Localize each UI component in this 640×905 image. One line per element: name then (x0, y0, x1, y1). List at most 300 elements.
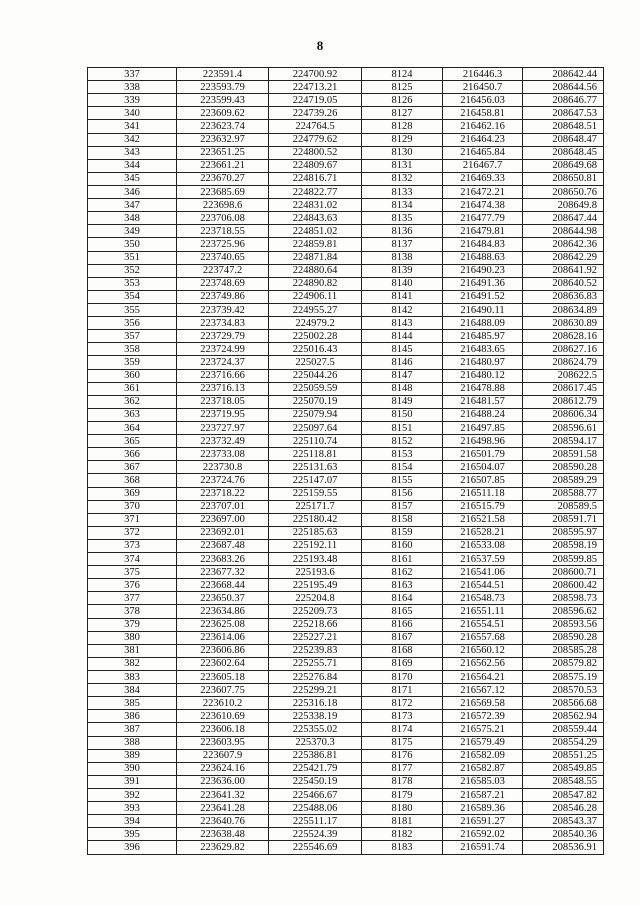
table-cell: 223623.74 (177, 120, 269, 133)
table-cell: 216562.56 (443, 657, 523, 670)
table-cell: 376 (88, 579, 177, 592)
table-cell: 208642.29 (523, 251, 604, 264)
table-cell: 8144 (362, 330, 443, 343)
table-row (88, 277, 604, 290)
table-cell: 208648.47 (523, 133, 604, 146)
table-row (88, 382, 604, 395)
table-row (88, 133, 604, 146)
table-cell: 342 (88, 133, 177, 146)
table-cell: 208554.29 (523, 736, 604, 749)
table-cell: 225195.49 (269, 579, 362, 592)
table-cell: 225118.81 (269, 448, 362, 461)
table-cell: 216587.21 (443, 789, 523, 802)
table-cell: 216446.3 (443, 68, 523, 81)
table-cell: 223697.00 (177, 513, 269, 526)
table-cell: 8182 (362, 828, 443, 841)
table-cell: 379 (88, 618, 177, 631)
table-row (88, 789, 604, 802)
table-cell: 8156 (362, 487, 443, 500)
table-cell: 216511.18 (443, 487, 523, 500)
table-cell: 216472.21 (443, 185, 523, 198)
table-cell: 225044.26 (269, 369, 362, 382)
table-cell: 361 (88, 382, 177, 395)
table-cell: 225218.66 (269, 618, 362, 631)
table-cell: 223716.13 (177, 382, 269, 395)
table-cell: 223747.2 (177, 264, 269, 277)
table-cell: 216498.96 (443, 435, 523, 448)
table-cell: 208589.29 (523, 474, 604, 487)
table-cell: 216462.16 (443, 120, 523, 133)
table-cell: 216481.57 (443, 395, 523, 408)
table-cell: 347 (88, 199, 177, 212)
table-cell: 389 (88, 749, 177, 762)
table-cell: 225386.81 (269, 749, 362, 762)
table-cell: 208591.71 (523, 513, 604, 526)
table-cell: 224890.82 (269, 277, 362, 290)
table-cell: 216497.85 (443, 421, 523, 434)
table-cell: 216585.03 (443, 775, 523, 788)
table-cell: 208642.44 (523, 68, 604, 81)
table-cell: 208606.34 (523, 408, 604, 421)
table-cell: 216575.21 (443, 723, 523, 736)
table-cell: 216551.11 (443, 605, 523, 618)
table-cell: 339 (88, 94, 177, 107)
table-row (88, 94, 604, 107)
table-cell: 208642.36 (523, 238, 604, 251)
table-cell: 225192.11 (269, 539, 362, 552)
table-cell: 388 (88, 736, 177, 749)
table-cell: 224809.67 (269, 159, 362, 172)
table-cell: 223730.8 (177, 461, 269, 474)
table-cell: 224816.71 (269, 172, 362, 185)
table-cell: 8176 (362, 749, 443, 762)
table-cell: 225204.8 (269, 592, 362, 605)
table-cell: 216572.39 (443, 710, 523, 723)
table-cell: 208590.28 (523, 631, 604, 644)
table-cell: 225002.28 (269, 330, 362, 343)
table-cell: 223614.06 (177, 631, 269, 644)
table-cell: 8153 (362, 448, 443, 461)
table-cell: 216488.24 (443, 408, 523, 421)
table-cell: 224764.5 (269, 120, 362, 133)
table-cell: 216504.07 (443, 461, 523, 474)
table-cell: 391 (88, 775, 177, 788)
table-cell: 8139 (362, 264, 443, 277)
table-cell: 224880.64 (269, 264, 362, 277)
table-cell: 351 (88, 251, 177, 264)
table-cell: 359 (88, 356, 177, 369)
table-cell: 223685.69 (177, 185, 269, 198)
table-cell: 8146 (362, 356, 443, 369)
table-cell: 208575.19 (523, 671, 604, 684)
table-row (88, 185, 604, 198)
table-cell: 8159 (362, 526, 443, 539)
table-cell: 352 (88, 264, 177, 277)
table-cell: 357 (88, 330, 177, 343)
table-cell: 225421.79 (269, 762, 362, 775)
table-cell: 390 (88, 762, 177, 775)
table-cell: 216579.49 (443, 736, 523, 749)
table-cell: 372 (88, 526, 177, 539)
table-row (88, 710, 604, 723)
table-cell: 223624.16 (177, 762, 269, 775)
table-cell: 225450.19 (269, 775, 362, 788)
table-cell: 216515.79 (443, 500, 523, 513)
table-cell: 225159.55 (269, 487, 362, 500)
table-row (88, 146, 604, 159)
table-cell: 216501.79 (443, 448, 523, 461)
table-row (88, 487, 604, 500)
table-cell: 8170 (362, 671, 443, 684)
table-row (88, 68, 604, 81)
table-cell: 224843.63 (269, 212, 362, 225)
table-cell: 224700.92 (269, 68, 362, 81)
table-cell: 216450.7 (443, 81, 523, 94)
table-cell: 223609.62 (177, 107, 269, 120)
table-row (88, 671, 604, 684)
table-row (88, 172, 604, 185)
table-cell: 216480.97 (443, 356, 523, 369)
table-cell: 8127 (362, 107, 443, 120)
table-cell: 223625.08 (177, 618, 269, 631)
table-cell: 384 (88, 684, 177, 697)
table-cell: 225511.17 (269, 815, 362, 828)
table-cell: 208562.94 (523, 710, 604, 723)
table-cell: 223610.2 (177, 697, 269, 710)
table-cell: 223605.18 (177, 671, 269, 684)
table-row (88, 199, 604, 212)
table-cell: 208570.53 (523, 684, 604, 697)
table-cell: 8130 (362, 146, 443, 159)
table-cell: 8149 (362, 395, 443, 408)
table-cell: 223602.64 (177, 657, 269, 670)
table-cell: 224979.2 (269, 317, 362, 330)
table-row (88, 303, 604, 316)
table-cell: 223661.21 (177, 159, 269, 172)
table-row (88, 435, 604, 448)
table-row (88, 539, 604, 552)
table-cell: 223724.99 (177, 343, 269, 356)
table-cell: 225239.83 (269, 644, 362, 657)
table-cell: 223734.83 (177, 317, 269, 330)
table-cell: 8172 (362, 697, 443, 710)
table-cell: 8141 (362, 290, 443, 303)
table-cell: 8180 (362, 802, 443, 815)
table-row (88, 356, 604, 369)
coordinates-table (87, 67, 604, 855)
table-cell: 223733.08 (177, 448, 269, 461)
table-cell: 223748.69 (177, 277, 269, 290)
table-cell: 224831.02 (269, 199, 362, 212)
table-cell: 371 (88, 513, 177, 526)
table-cell: 223629.82 (177, 841, 269, 854)
table-cell: 223599.43 (177, 94, 269, 107)
table-cell: 225070.19 (269, 395, 362, 408)
table-cell: 8137 (362, 238, 443, 251)
table-row (88, 107, 604, 120)
table-cell: 375 (88, 566, 177, 579)
table-cell: 364 (88, 421, 177, 434)
table-row (88, 749, 604, 762)
table-cell: 394 (88, 815, 177, 828)
table-cell: 224859.81 (269, 238, 362, 251)
table-cell: 216464.23 (443, 133, 523, 146)
table-cell: 225059.59 (269, 382, 362, 395)
table-cell: 224851.02 (269, 225, 362, 238)
table-cell: 380 (88, 631, 177, 644)
table-cell: 216491.52 (443, 290, 523, 303)
table-cell: 385 (88, 697, 177, 710)
table-cell: 392 (88, 789, 177, 802)
table-cell: 208579.82 (523, 657, 604, 670)
table-cell: 223641.32 (177, 789, 269, 802)
table-cell: 208648.45 (523, 146, 604, 159)
table-cell: 208540.36 (523, 828, 604, 841)
table-cell: 8177 (362, 762, 443, 775)
table-cell: 353 (88, 277, 177, 290)
table-cell: 208600.71 (523, 566, 604, 579)
table-cell: 8136 (362, 225, 443, 238)
table-cell: 223606.18 (177, 723, 269, 736)
table-cell: 223638.48 (177, 828, 269, 841)
table-cell: 225546.69 (269, 841, 362, 854)
table-cell: 8158 (362, 513, 443, 526)
table-cell: 223634.86 (177, 605, 269, 618)
table-cell: 8171 (362, 684, 443, 697)
table-cell: 8173 (362, 710, 443, 723)
table-cell: 8183 (362, 841, 443, 854)
table-row (88, 500, 604, 513)
table-cell: 223727.97 (177, 421, 269, 434)
table-cell: 355 (88, 303, 177, 316)
table-cell: 223591.4 (177, 68, 269, 81)
table-cell: 208650.76 (523, 185, 604, 198)
table-cell: 223707.01 (177, 500, 269, 513)
table-cell: 225466.67 (269, 789, 362, 802)
table-cell: 8140 (362, 277, 443, 290)
table-cell: 225131.63 (269, 461, 362, 474)
table-cell: 223593.79 (177, 81, 269, 94)
page-number: 8 (316, 38, 324, 53)
table-cell: 225370.3 (269, 736, 362, 749)
table-cell: 208543.37 (523, 815, 604, 828)
table-cell: 216491.36 (443, 277, 523, 290)
table-cell: 208536.91 (523, 841, 604, 854)
table-cell: 8150 (362, 408, 443, 421)
table-cell: 208547.82 (523, 789, 604, 802)
table-cell: 224906.11 (269, 290, 362, 303)
table-cell: 223606.86 (177, 644, 269, 657)
table-cell: 346 (88, 185, 177, 198)
table-cell: 216521.58 (443, 513, 523, 526)
table-cell: 8155 (362, 474, 443, 487)
table-cell: 223749.86 (177, 290, 269, 303)
table-cell: 8152 (362, 435, 443, 448)
table-cell: 216484.83 (443, 238, 523, 251)
table-cell: 369 (88, 487, 177, 500)
table-cell: 208549.85 (523, 762, 604, 775)
table-cell: 223739.42 (177, 303, 269, 316)
table-cell: 216582.09 (443, 749, 523, 762)
table-cell: 223651.25 (177, 146, 269, 159)
table-cell: 208599.85 (523, 553, 604, 566)
table-cell: 349 (88, 225, 177, 238)
table-cell: 383 (88, 671, 177, 684)
table-cell: 216469.33 (443, 172, 523, 185)
table-cell: 8131 (362, 159, 443, 172)
table-cell: 350 (88, 238, 177, 251)
table-cell: 208598.73 (523, 592, 604, 605)
table-cell: 365 (88, 435, 177, 448)
table-cell: 225255.71 (269, 657, 362, 670)
table-cell: 360 (88, 369, 177, 382)
table-cell: 356 (88, 317, 177, 330)
table-cell: 381 (88, 644, 177, 657)
table-row (88, 579, 604, 592)
table-cell: 208590.28 (523, 461, 604, 474)
table-row (88, 330, 604, 343)
table-cell: 208630.89 (523, 317, 604, 330)
table-cell: 208559.44 (523, 723, 604, 736)
table-cell: 208646.77 (523, 94, 604, 107)
table-cell: 208627.16 (523, 343, 604, 356)
table-cell: 216591.27 (443, 815, 523, 828)
table-cell: 225299.21 (269, 684, 362, 697)
table-cell: 8134 (362, 199, 443, 212)
table-cell: 223610.69 (177, 710, 269, 723)
table-cell: 208612.79 (523, 395, 604, 408)
table-row (88, 421, 604, 434)
table-cell: 223719.95 (177, 408, 269, 421)
table-cell: 208622.5 (523, 369, 604, 382)
table-cell: 343 (88, 146, 177, 159)
table-row (88, 448, 604, 461)
table-cell: 216567.12 (443, 684, 523, 697)
table-cell: 216569.58 (443, 697, 523, 710)
table-cell: 208647.44 (523, 212, 604, 225)
table-cell: 225193.6 (269, 566, 362, 579)
table-cell: 225209.73 (269, 605, 362, 618)
table-row (88, 81, 604, 94)
table-cell: 370 (88, 500, 177, 513)
table-cell: 223706.08 (177, 212, 269, 225)
table-cell: 223692.01 (177, 526, 269, 539)
table-cell: 8145 (362, 343, 443, 356)
table-row (88, 251, 604, 264)
table-cell: 225316.18 (269, 697, 362, 710)
table-cell: 208648.51 (523, 120, 604, 133)
table-cell: 382 (88, 657, 177, 670)
table-cell: 377 (88, 592, 177, 605)
table-cell: 208566.68 (523, 697, 604, 710)
table-row (88, 343, 604, 356)
table-cell: 8162 (362, 566, 443, 579)
table-cell: 208650.81 (523, 172, 604, 185)
table-cell: 224800.52 (269, 146, 362, 159)
table-row (88, 631, 604, 644)
table-cell: 8132 (362, 172, 443, 185)
table-row (88, 592, 604, 605)
table-cell: 223640.76 (177, 815, 269, 828)
table-cell: 208640.52 (523, 277, 604, 290)
table-cell: 8164 (362, 592, 443, 605)
table-row (88, 775, 604, 788)
table-row (88, 120, 604, 133)
table-cell: 208617.45 (523, 382, 604, 395)
table-cell: 8169 (362, 657, 443, 670)
table-cell: 8129 (362, 133, 443, 146)
table-row (88, 474, 604, 487)
table-cell: 223607.75 (177, 684, 269, 697)
table-cell: 223670.27 (177, 172, 269, 185)
table-row (88, 290, 604, 303)
table-cell: 216591.74 (443, 841, 523, 854)
table-cell: 367 (88, 461, 177, 474)
table-cell: 341 (88, 120, 177, 133)
table-cell: 216490.11 (443, 303, 523, 316)
table-cell: 387 (88, 723, 177, 736)
table-cell: 216541.06 (443, 566, 523, 579)
table-cell: 223718.05 (177, 395, 269, 408)
table-cell: 216560.12 (443, 644, 523, 657)
table-cell: 8163 (362, 579, 443, 592)
table-row (88, 159, 604, 172)
table-row (88, 212, 604, 225)
table-cell: 8128 (362, 120, 443, 133)
table-cell: 386 (88, 710, 177, 723)
table-cell: 337 (88, 68, 177, 81)
table-cell: 223724.76 (177, 474, 269, 487)
table-cell: 8160 (362, 539, 443, 552)
table-cell: 216548.73 (443, 592, 523, 605)
table-cell: 224871.84 (269, 251, 362, 264)
table-row (88, 802, 604, 815)
table-cell: 208644.56 (523, 81, 604, 94)
table-cell: 208591.58 (523, 448, 604, 461)
table-cell: 208585.28 (523, 644, 604, 657)
table-cell: 8143 (362, 317, 443, 330)
table-cell: 224739.26 (269, 107, 362, 120)
table-cell: 225097.64 (269, 421, 362, 434)
table-cell: 348 (88, 212, 177, 225)
table-cell: 224955.27 (269, 303, 362, 316)
table-cell: 216528.21 (443, 526, 523, 539)
table-cell: 223677.32 (177, 566, 269, 579)
table-cell: 344 (88, 159, 177, 172)
table-cell: 216477.79 (443, 212, 523, 225)
table-row (88, 513, 604, 526)
table-cell: 8161 (362, 553, 443, 566)
table-cell: 216533.08 (443, 539, 523, 552)
table-cell: 223716.66 (177, 369, 269, 382)
table-row (88, 815, 604, 828)
table-cell: 225016.43 (269, 343, 362, 356)
table-row (88, 618, 604, 631)
table-cell: 208641.92 (523, 264, 604, 277)
table-cell: 223632.97 (177, 133, 269, 146)
table-cell: 208628.16 (523, 330, 604, 343)
table-cell: 223687.48 (177, 539, 269, 552)
table-row (88, 762, 604, 775)
table-cell: 223718.22 (177, 487, 269, 500)
table-cell: 225171.7 (269, 500, 362, 513)
table-row (88, 841, 604, 854)
table-cell: 225027.5 (269, 356, 362, 369)
table-row (88, 566, 604, 579)
table-cell: 216507.85 (443, 474, 523, 487)
table-cell: 216478.88 (443, 382, 523, 395)
table-row (88, 526, 604, 539)
